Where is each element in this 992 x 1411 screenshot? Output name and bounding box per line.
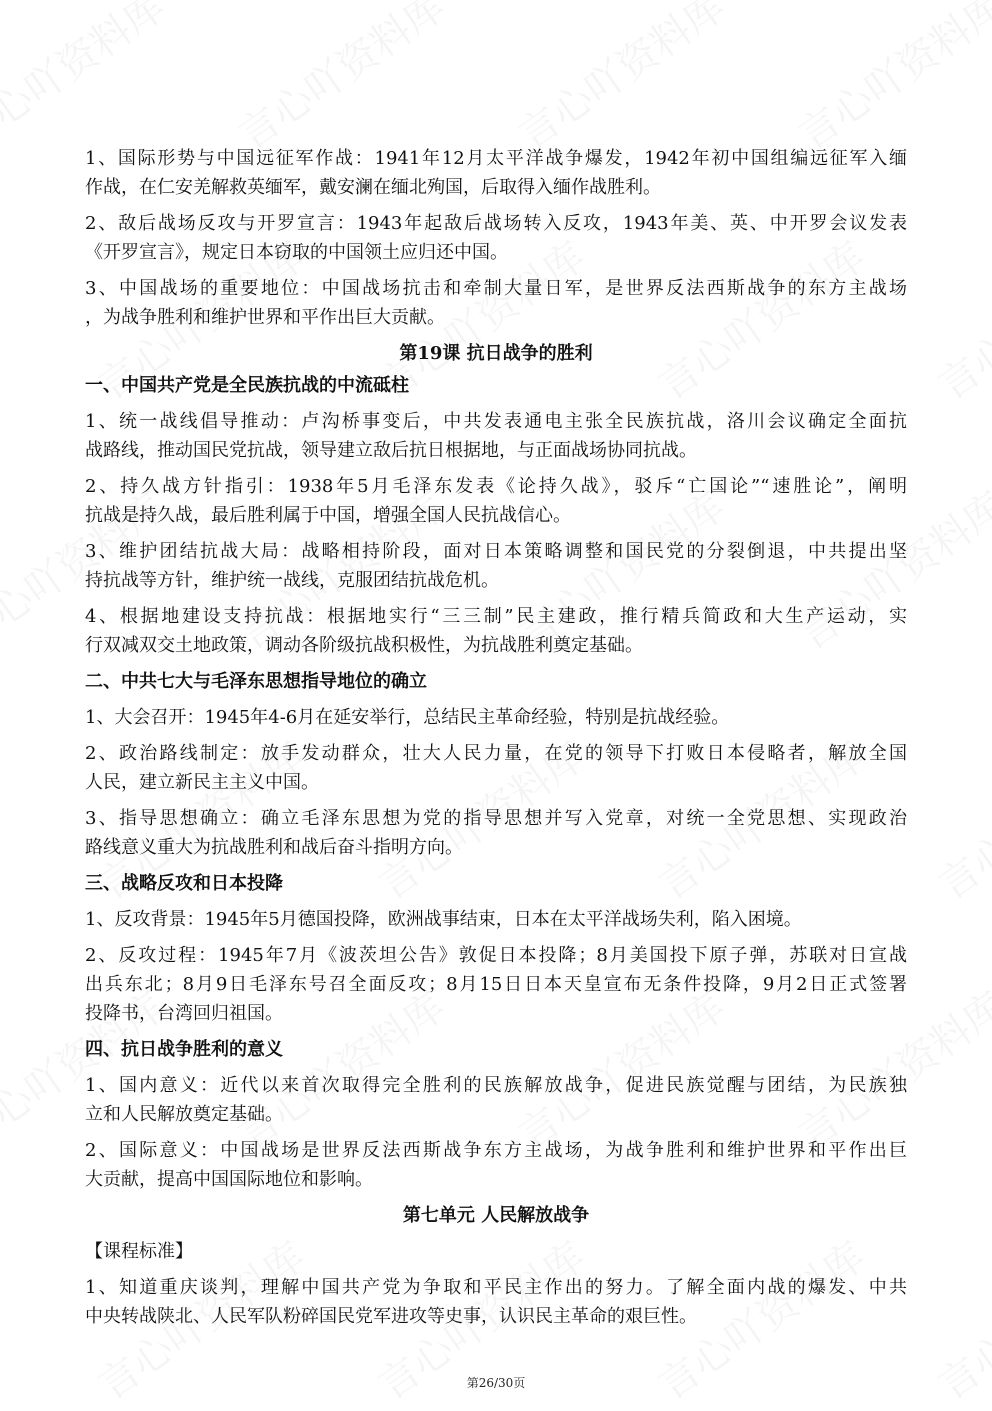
text-line: 2、反攻过程：1945年7月《波茨坦公告》敦促日本投降；8月美国投下原子弹，苏联对日宣战 xyxy=(85,945,907,966)
paragraph xyxy=(85,537,907,595)
paragraph xyxy=(85,209,907,267)
text-line: 作战，在仁安羌解救英缅军，戴安澜在缅北殉国，后取得入缅作战胜利。 xyxy=(85,177,661,198)
paragraph xyxy=(85,1136,907,1194)
section-heading xyxy=(85,1035,907,1064)
text-line: ，为战争胜利和维护世界和平作出巨大贡献。 xyxy=(85,307,445,328)
watermark xyxy=(785,0,992,161)
text-line: 四、抗日战争胜利的意义 xyxy=(85,1039,283,1060)
watermark xyxy=(225,0,454,161)
text-line: 人民，建立新民主主义中国。 xyxy=(85,772,319,793)
paragraph xyxy=(85,472,907,530)
text-line: 【课程标准】 xyxy=(85,1241,193,1262)
text-line: 2、敌后战场反攻与开罗宣言：1943年起敌后战场转入反攻，1943年美、英、中开罗会议发表 xyxy=(85,213,907,234)
text-line: 第七单元 人民解放战争 xyxy=(402,1205,590,1226)
text-line: 2、国际意义：中国战场是世界反法西斯战争东方主战场，为战争胜利和维护世界和平作出巨 xyxy=(85,1140,907,1161)
text-line: 行双减双交土地政策，调动各阶级抗战积极性，为抗战胜利奠定基础。 xyxy=(85,635,643,656)
section-title xyxy=(85,339,907,368)
paragraph xyxy=(85,905,907,934)
text-line: 抗战是持久战，最后胜利属于中国，增强全国人民抗战信心。 xyxy=(85,505,571,526)
text-line: 中央转战陕北、人民军队粉碎国民党军进攻等史事，认识民主革命的艰巨性。 xyxy=(85,1306,697,1327)
text-line: 三、战略反攻和日本投降 xyxy=(85,873,283,894)
paragraph xyxy=(85,144,907,202)
section-heading xyxy=(85,869,907,898)
section-heading xyxy=(85,667,907,696)
paragraph xyxy=(85,407,907,465)
text-line: 3、指导思想确立：确立毛泽东思想为党的指导思想并写入党章，对统一全党思想、实现政治 xyxy=(85,808,907,829)
text-line: 一、中国共产党是全民族抗战的中流砥柱 xyxy=(85,375,409,396)
text-line: 1、国际形势与中国远征军作战：1941年12月太平洋战争爆发，1942年初中国组编远征军入缅 xyxy=(85,148,907,169)
text-line: 路线意义重大为抗战胜利和战后奋斗指明方向。 xyxy=(85,837,463,858)
text-line: 2、持久战方针指引：1938年5月毛泽东发表《论持久战》，驳斥“亡国论”“速胜论”，阐明 xyxy=(85,476,907,497)
watermark xyxy=(925,226,992,410)
text-line: 持抗战等方针，维护统一战线，克服团结抗战危机。 xyxy=(85,570,499,591)
paragraph xyxy=(85,739,907,797)
page-number: 第26/30页 xyxy=(466,1376,526,1390)
paragraph xyxy=(85,1237,907,1266)
text-line: 3、中国战场的重要地位：中国战场抗击和牵制大量日军，是世界反法西斯战争的东方主战场 xyxy=(85,278,907,299)
text-line: 3、维护团结抗战大局：战略相持阶段，面对日本策略调整和国民党的分裂倒退，中共提出坚 xyxy=(85,541,907,562)
text-line: 投降书，台湾回归祖国。 xyxy=(85,1003,283,1024)
text-line: 1、反攻背景：1945年5月德国投降，欧洲战事结束，日本在太平洋战场失利，陷入困境。 xyxy=(85,909,802,930)
text-line: 1、知道重庆谈判，理解中国共产党为争取和平民主作出的努力。了解全面内战的爆发、中共 xyxy=(85,1277,907,1298)
paragraph xyxy=(85,703,907,732)
text-line: 大贡献，提高中国国际地位和影响。 xyxy=(85,1169,373,1190)
paragraph xyxy=(85,804,907,862)
text-line: 《开罗宣言》，规定日本窃取的中国领土应归还中国。 xyxy=(85,242,508,263)
text-line: 出兵东北；8月9日毛泽东号召全面反攻；8月15日日本天皇宣布无条件投降，9月2日正式签署 xyxy=(85,974,907,995)
text-line: 战路线，推动国民党抗战，领导建立敌后抗日根据地，与正面战场协同抗战。 xyxy=(85,440,697,461)
paragraph xyxy=(85,602,907,660)
watermark xyxy=(505,0,734,161)
text-line: 1、统一战线倡导推动：卢沟桥事变后，中共发表通电主张全民族抗战，洛川会议确定全面抗 xyxy=(85,411,907,432)
text-line: 立和人民解放奠定基础。 xyxy=(85,1104,283,1125)
paragraph xyxy=(85,1071,907,1129)
text-line: 二、中共七大与毛泽东思想指导地位的确立 xyxy=(85,671,427,692)
paragraph xyxy=(85,274,907,332)
watermark xyxy=(0,0,175,161)
text-line: 1、大会召开：1945年4-6月在延安举行，总结民主革命经验，特别是抗战经验。 xyxy=(85,707,730,728)
text-line: 第19课 抗日战争的胜利 xyxy=(399,343,593,364)
document-body xyxy=(85,144,907,1331)
text-line: 1、国内意义：近代以来首次取得完全胜利的民族解放战争，促进民族觉醒与团结，为民族独 xyxy=(85,1075,907,1096)
section-heading xyxy=(85,371,907,400)
paragraph xyxy=(85,941,907,1028)
section-title xyxy=(85,1201,907,1230)
paragraph xyxy=(85,1273,907,1331)
text-line: 4、根据地建设支持抗战：根据地实行“三三制”民主建政，推行精兵简政和大生产运动，实 xyxy=(85,606,907,627)
watermark xyxy=(925,726,992,910)
text-line: 2、政治路线制定：放手发动群众，壮大人民力量，在党的领导下打败日本侵略者，解放全国 xyxy=(85,743,907,764)
